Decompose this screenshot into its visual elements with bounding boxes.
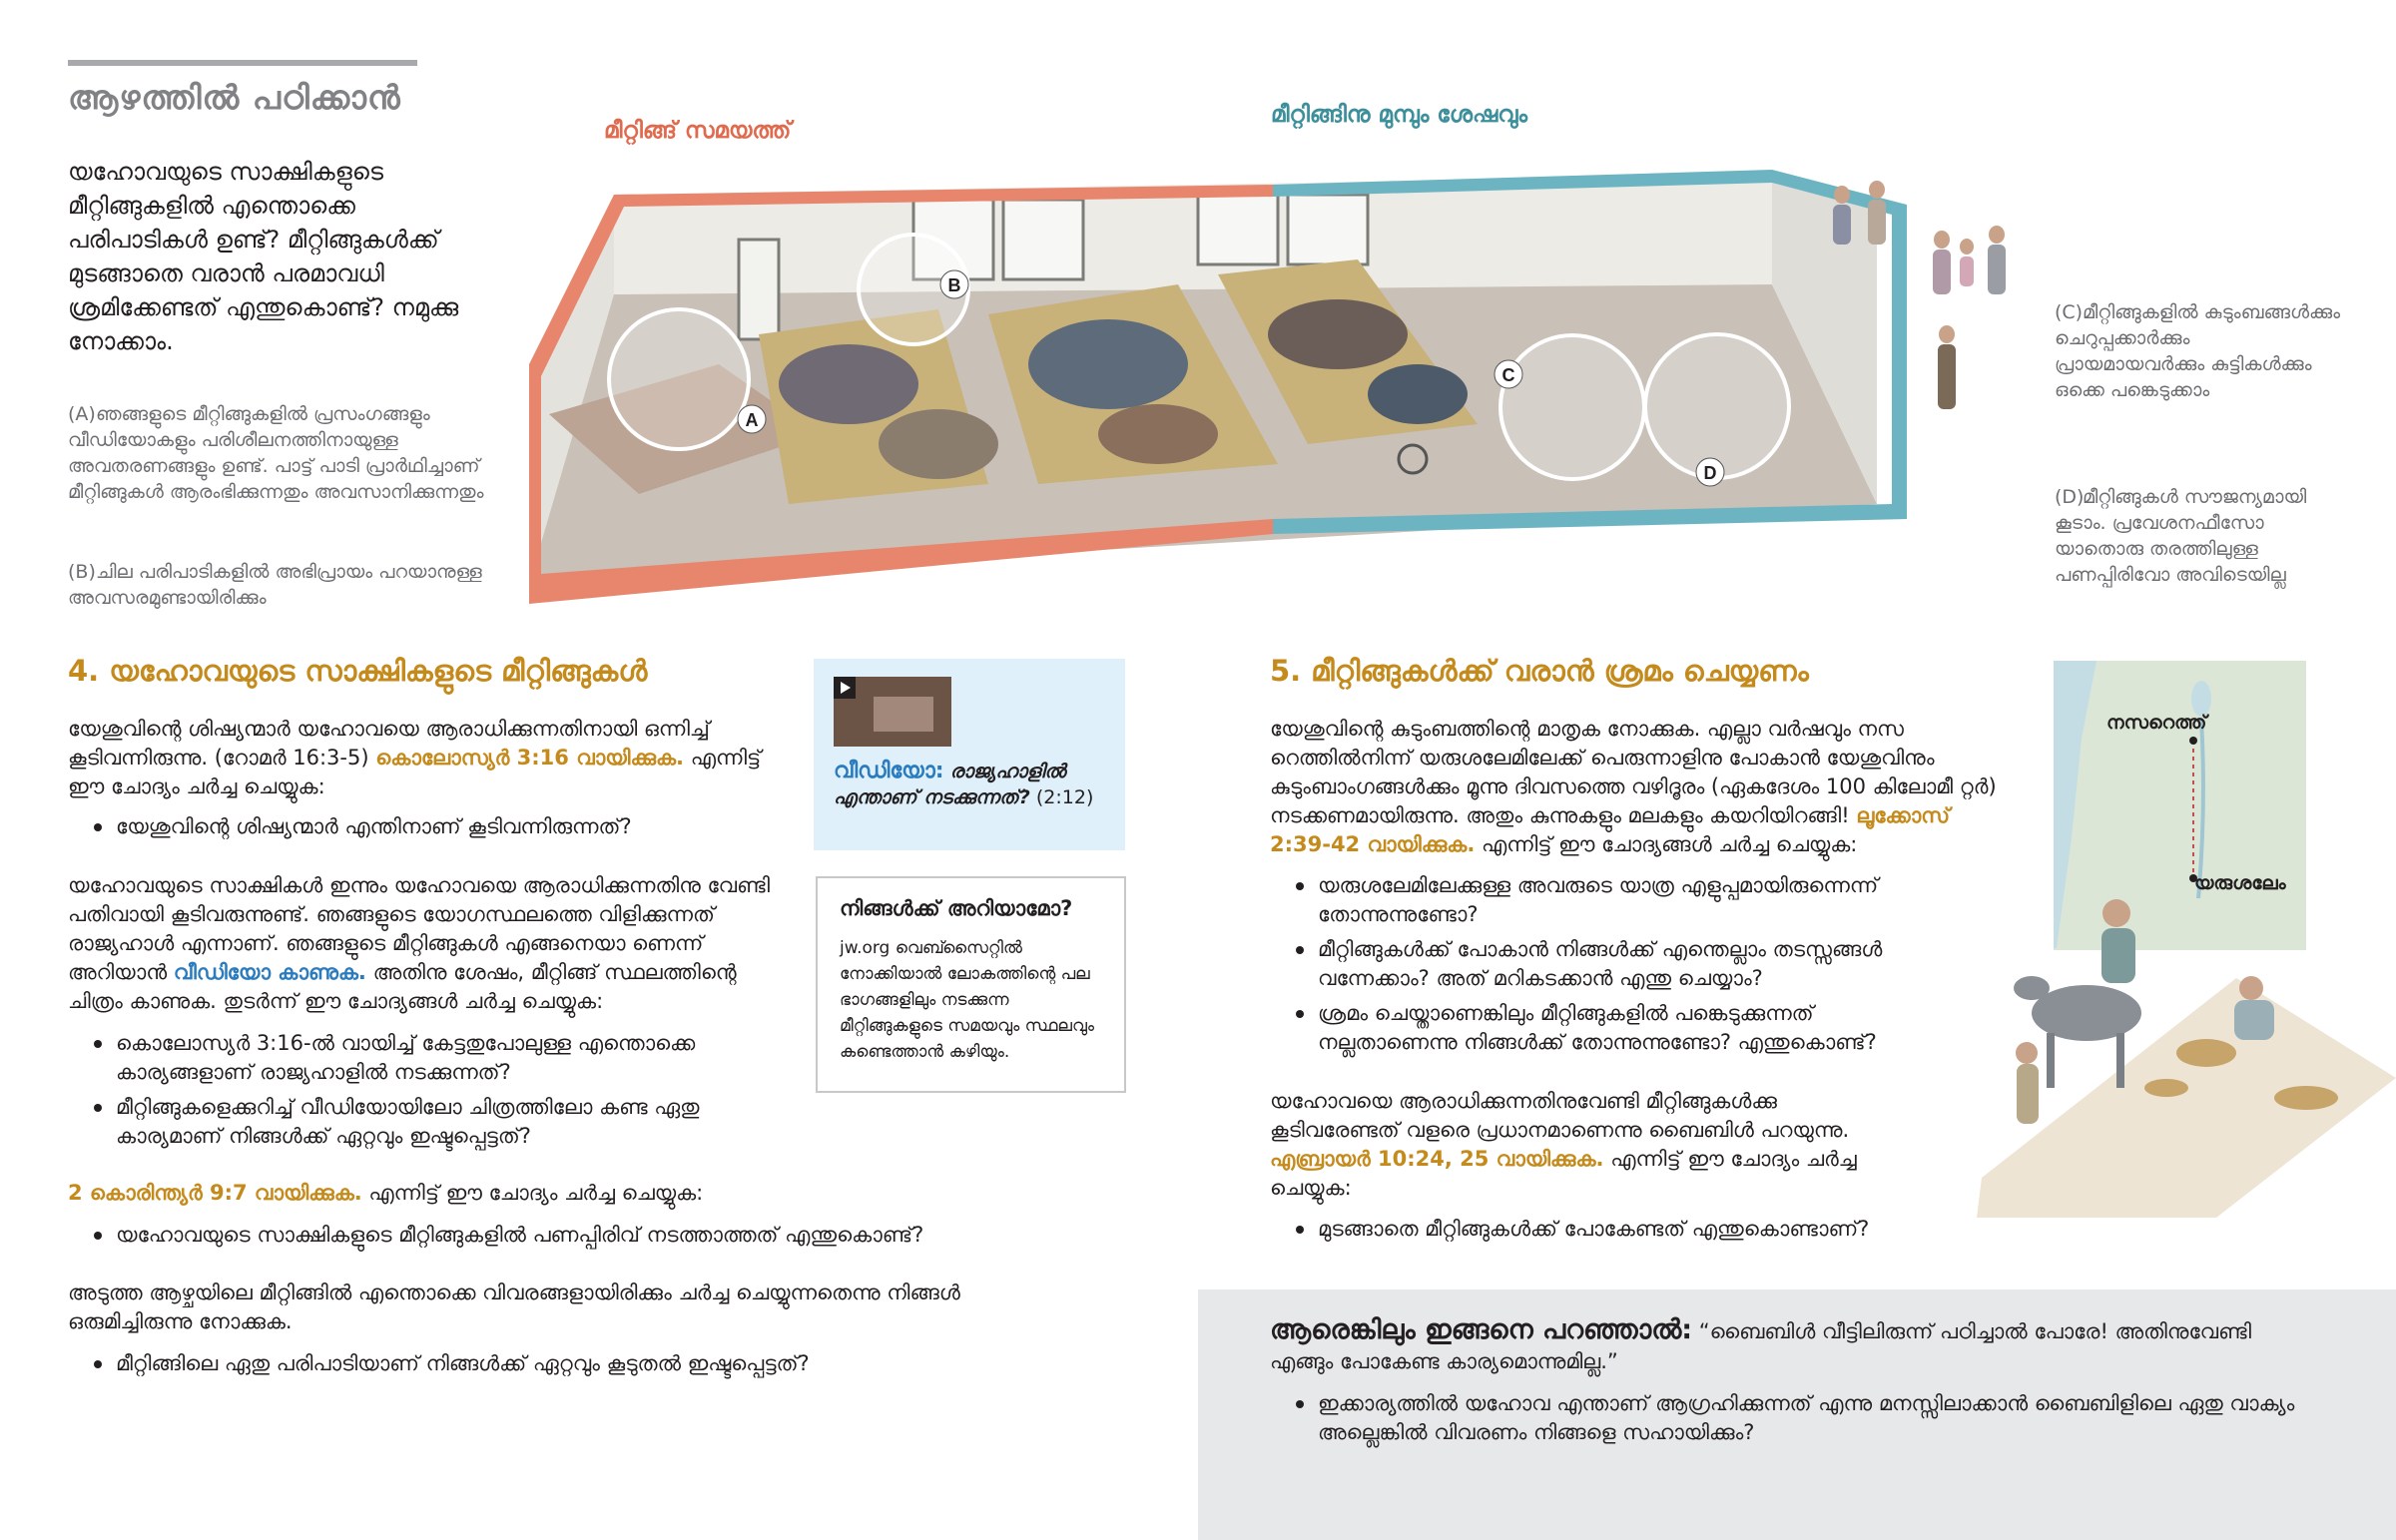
section-5-questions-1	[1270, 871, 1929, 1063]
window	[1288, 195, 1368, 264]
section-5-paragraph-2	[1270, 1087, 1909, 1203]
section-4-heading: 4. യഹോവയുടെ സാക്ഷികളുടെ മീറ്റിങ്ങുകൾ	[68, 654, 648, 688]
s4-p1-scripture-link[interactable]: കൊലോസ്യർ 3:16 വായിക്കുക.	[375, 746, 685, 770]
kingdom-hall-illustration	[519, 165, 1907, 604]
section-4-questions-1	[68, 812, 767, 847]
arriving-people-illustration	[1817, 175, 2037, 474]
section-4-paragraph-4: അടുത്ത ആഴ്ചയിലെ മീറ്റിങ്ങിൽ എന്തൊക്കെ വിവരങ്ങളായിരിക്കും ചർച്ച ചെയ്യുന്നതെന്നു നിങ്ങൾ ഒരുമിച്ചിരുന്നു നോക്കുക.	[68, 1281, 960, 1333]
caption-a-text: ഞങ്ങളുടെ മീറ്റിങ്ങുകളിൽ പ്രസംഗങ്ങളും വീഡിയോകളും പരിശീലനത്തിനായുള്ള അവതരണങ്ങളും ഉണ്ട്. പാട്ട് പാടി പ്രാർഥിച്ചാണ് മീറ്റിങ്ങുകൾ ആരംഭിക്കുന്നതും അവസാനിക്കുന്നതും	[68, 403, 484, 503]
objection-heading: ആരെങ്കിലും ഇങ്ങനെ പറഞ്ഞാൽ:	[1270, 1314, 1693, 1345]
s5-p1-end: എന്നിട്ട് ഈ ചോദ്യങ്ങൾ ചർച്ച ചെയ്യുക:	[1481, 832, 1858, 856]
nazareth-dot	[2189, 737, 2197, 745]
marker-c-label: C	[1501, 365, 1515, 385]
caption-a-tag: (A)	[68, 403, 96, 425]
s5-p1-text: യേശുവിന്റെ കുടുംബത്തിന്റെ മാതൃക നോക്കുക. എല്ലാ വർഷവും നസ റെത്തിൽനിന്ന് യരുശലേമിലേക്ക് പെരുന്നാളിനു പോകാൻ യേശുവിനും കുടുംബാംഗങ്ങൾക്കും മൂന്നു ദിവസത്തെ വഴിദൂരം (ഏകദേശം 100 കിലോമീ റ്റർ) നടക്കണമായിരുന്നു. അതും കുന്നുകളും മലകളും കയറിയിറങ്ങി!	[1270, 717, 1997, 827]
caption-c	[2055, 299, 2344, 403]
caption-c-tag: (C)	[2055, 301, 2084, 323]
section-4-questions-3	[68, 1221, 1066, 1256]
window	[1198, 195, 1278, 264]
label-before-after-meeting: മീറ്റിങ്ങിനു മുമ്പും ശേഷവും	[1271, 102, 1528, 128]
video-label: വീഡിയോ:	[834, 759, 944, 783]
s5-p2-scripture-link[interactable]: എബ്രായർ 10:24, 25 വായിക്കുക.	[1270, 1147, 1604, 1171]
intro-paragraph: യഹോവയുടെ സാക്ഷികളുടെ മീറ്റിങ്ങുകളിൽ എന്തൊക്കെ പരിപാടികൾ ഉണ്ട്? മീറ്റിങ്ങുകൾക്ക് മുടങ്ങാതെ വരാൻ പരമാവധി ശ്രമിക്കേണ്ടത് എന്തുകൊണ്ട്? നമുക്കു നോക്കാം.	[68, 158, 459, 355]
marker-a-label: A	[745, 410, 759, 430]
video-duration: (2:12)	[1035, 786, 1094, 808]
s4-p3-end: എന്നിട്ട് ഈ ചോദ്യം ചർച്ച ചെയ്യുക:	[368, 1181, 704, 1205]
list-item: കൊലോസ്യർ 3:16-ൽ വായിച്ച് കേട്ടതുപോലുള്ള എന്തൊക്കെ കാര്യങ്ങളാണ് രാജ്യഹാളിൽ നടക്കുന്നത്?	[68, 1029, 767, 1087]
video-thumbnail[interactable]	[834, 677, 951, 747]
did-you-know-title: നിങ്ങൾക്ക് അറിയാമോ?	[840, 896, 1073, 920]
did-you-know-box	[816, 876, 1126, 1093]
marker-b	[859, 235, 968, 344]
s5-p2-end: എന്നിട്ട് ഈ ചോദ്യം ചർച്ച ചെയ്യുക:	[1270, 1147, 1857, 1200]
s5-p2-text: യഹോവയെ ആരാധിക്കുന്നതിനുവേണ്ടി മീറ്റിങ്ങുകൾക്കു കൂടിവരേണ്ടത് വളരെ പ്രധാനമാണെന്നു ബൈബിൾ പറയുന്നു.	[1270, 1089, 1850, 1142]
section-5-paragraph-1	[1270, 715, 2009, 859]
list-item: ഇക്കാര്യത്തിൽ യഹോവ എന്താണ് ആഗ്രഹിക്കുന്നത് എന്നു മനസ്സിലാക്കാൻ ബൈബിളിലെ ഏതു വാക്യം അല്ലെങ്കിൽ വിവരണം നിങ്ങളെ സഹായിക്കും?	[1270, 1389, 2318, 1447]
caption-d-text: മീറ്റിങ്ങുകൾ സൗജന്യമായി കൂടാം. പ്രവേശനഫീസോ യാതൊരു തരത്തിലുള്ള പണപ്പിരിവോ അവിടെയില്ല	[2055, 486, 2307, 586]
section-5-questions-2	[1270, 1215, 1969, 1250]
objection-statement	[1270, 1315, 2318, 1376]
list-item: യഹോവയുടെ സാക്ഷികളുടെ മീറ്റിങ്ങുകളിൽ പണപ്പിരിവ് നടത്താത്തത് എന്തുകൊണ്ട്?	[68, 1221, 1066, 1250]
caption-c-text: മീറ്റിങ്ങുകളിൽ കുടുംബങ്ങൾക്കും ചെറുപ്പക്കാർക്കും പ്രായമായവർക്കും കുട്ടികൾക്കും ഒക്കെ പങ്കെടുക്കാം	[2055, 301, 2341, 401]
map-area	[2054, 661, 2306, 950]
arriving-family	[1833, 181, 2006, 409]
list-item: മീറ്റിങ്ങിലെ ഏതു പരിപാടിയാണ് നിങ്ങൾക്ക് ഏറ്റവും കൂടുതൽ ഇഷ്ടപ്പെട്ടത്?	[68, 1349, 1066, 1378]
marker-b-label: B	[947, 275, 961, 295]
list-item: മീറ്റിങ്ങുകളെക്കുറിച്ച് വീഡിയോയിലോ ചിത്രത്തിലോ കണ്ട ഏതു കാര്യമാണ് നിങ്ങൾക്ക് ഏറ്റവും ഇഷ്ടപ്പെട്ടത്?	[68, 1093, 767, 1151]
section-4-paragraph-3	[68, 1179, 827, 1208]
watch-video-link[interactable]: വീഡിയോ കാണുക.	[173, 960, 366, 984]
caption-b-tag: (B)	[68, 561, 96, 583]
caption-a	[68, 401, 507, 505]
caption-d	[2055, 484, 2344, 588]
s4-p2-end: അതിനു ശേഷം, മീറ്റിങ്ങ് സ്ഥലത്തിന്റെ ചിത്രം കാണുക. തുടർന്ന് ഈ ചോദ്യങ്ങൾ ചർച്ച ചെയ്യുക:	[68, 960, 737, 1013]
journey-map-illustration	[1977, 659, 2396, 1218]
list-item: യേശുവിന്റെ ശിഷ്യന്മാർ എന്തിനാണ് കൂടിവന്നിരുന്നത്?	[68, 812, 767, 841]
caption-b-text: ചില പരിപാടികളിൽ അഭിപ്രായം പറയാനുള്ള അവസരമുണ്ടായിരിക്കും	[68, 561, 482, 609]
list-item: യരുശലേമിലേക്കുള്ള അവരുടെ യാത്ര എളുപ്പമായിരുന്നെന്ന് തോന്നുന്നുണ്ടോ?	[1270, 871, 1929, 929]
s4-p1-text: യേശുവിന്റെ ശിഷ്യന്മാർ യഹോവയെ ആരാധിക്കുന്നതിനായി ഒന്നിച്ച് കൂടിവന്നിരുന്നു. (റോമർ 16:3-5)	[68, 717, 710, 770]
caption-d-tag: (D)	[2055, 486, 2085, 508]
list-item: മീറ്റിങ്ങുകൾക്ക് പോകാൻ നിങ്ങൾക്ക് എന്തെല്ലാം തടസ്സങ്ങൾ വന്നേക്കാം? അത് മറികടക്കാൻ എന്തു ചെയ്യാം?	[1270, 935, 1929, 993]
section-4-questions-2	[68, 1029, 767, 1157]
jerusalem-label: യരുശലേം	[2194, 873, 2286, 894]
video-box[interactable]	[814, 659, 1125, 850]
video-caption	[834, 759, 1118, 810]
s4-p2-text: യഹോവയുടെ സാക്ഷികൾ ഇന്നും യഹോവയെ ആരാധിക്കുന്നതിനു വേണ്ടി പതിവായി കൂടിവരുന്നുണ്ട്. ഞങ്ങളുടെ യോഗസ്ഥലത്തെ വിളിക്കുന്നത് രാജ്യഹാൾ എന്നാണ്. ഞങ്ങളുടെ മീറ്റിങ്ങുകൾ എങ്ങനെയാ ണെന്ന് അറിയാൻ	[68, 873, 771, 984]
marker-d-label: D	[1703, 463, 1717, 483]
section-5-heading: 5. മീറ്റിങ്ങുകൾക്ക് വരാൻ ശ്രമം ചെയ്യണം	[1270, 654, 1809, 688]
caption-b	[68, 559, 507, 611]
section-4-paragraph-1	[68, 715, 767, 801]
section-4-paragraph-2	[68, 871, 777, 1016]
deep-study-title: ആഴത്തിൽ പഠിക്കാൻ	[68, 78, 401, 117]
objection-questions	[1270, 1389, 2318, 1453]
label-during-meeting: മീറ്റിങ്ങ് സമയത്ത്	[604, 118, 792, 144]
list-item: മുടങ്ങാതെ മീറ്റിങ്ങുകൾക്ക് പോകേണ്ടത് എന്തുകൊണ്ടാണ്?	[1270, 1215, 1969, 1244]
video-title[interactable]: രാജ്യഹാളിൽ എന്താണ് നടക്കുന്നത്?	[834, 761, 1066, 808]
window	[1003, 200, 1083, 279]
list-item: ശ്രമം ചെയ്താണെങ്കിലും മീറ്റിങ്ങുകളിൽ പങ്കെടുക്കുന്നത് നല്ലതാണെന്നു നിങ്ങൾക്ക് തോന്നുന്നുണ്ടോ? എന്തുകൊണ്ട്?	[1270, 999, 1929, 1057]
s4-p3-scripture-link[interactable]: 2 കൊരിന്ത്യർ 9:7 വായിക്കുക.	[68, 1181, 362, 1205]
header-rule	[68, 60, 417, 66]
sea-of-galilee	[2191, 681, 2211, 717]
nazareth-label: നസറെത്ത്	[2106, 713, 2207, 734]
section-4-questions-4	[68, 1349, 1066, 1384]
objection-box	[1198, 1289, 2396, 1540]
objection-quote: “ബൈബിൾ വീട്ടിലിരുന്ന് പഠിച്ചാൽ പോരേ! അതിനുവേണ്ടി എങ്ങും പോകേണ്ട കാര്യമൊന്നുമില്ല.”	[1270, 1319, 2252, 1373]
s4-p1-end: എന്നിട്ട് ഈ ചോദ്യം ചർച്ച ചെയ്യുക:	[68, 746, 762, 798]
did-you-know-body: jw.org വെബ്സൈറ്റിൽ നോക്കിയാൽ ലോകത്തിന്റെ പല ഭാഗങ്ങളിലും നടക്കുന്ന മീറ്റിങ്ങുകളുടെ സമയവും സ്ഥലവും കണ്ടെത്താൻ കഴിയും.	[840, 938, 1095, 1062]
s5-p1-scripture-link[interactable]: ലൂക്കോസ് 2:39-42 വായിക്കുക.	[1270, 803, 1951, 856]
door	[739, 240, 779, 339]
